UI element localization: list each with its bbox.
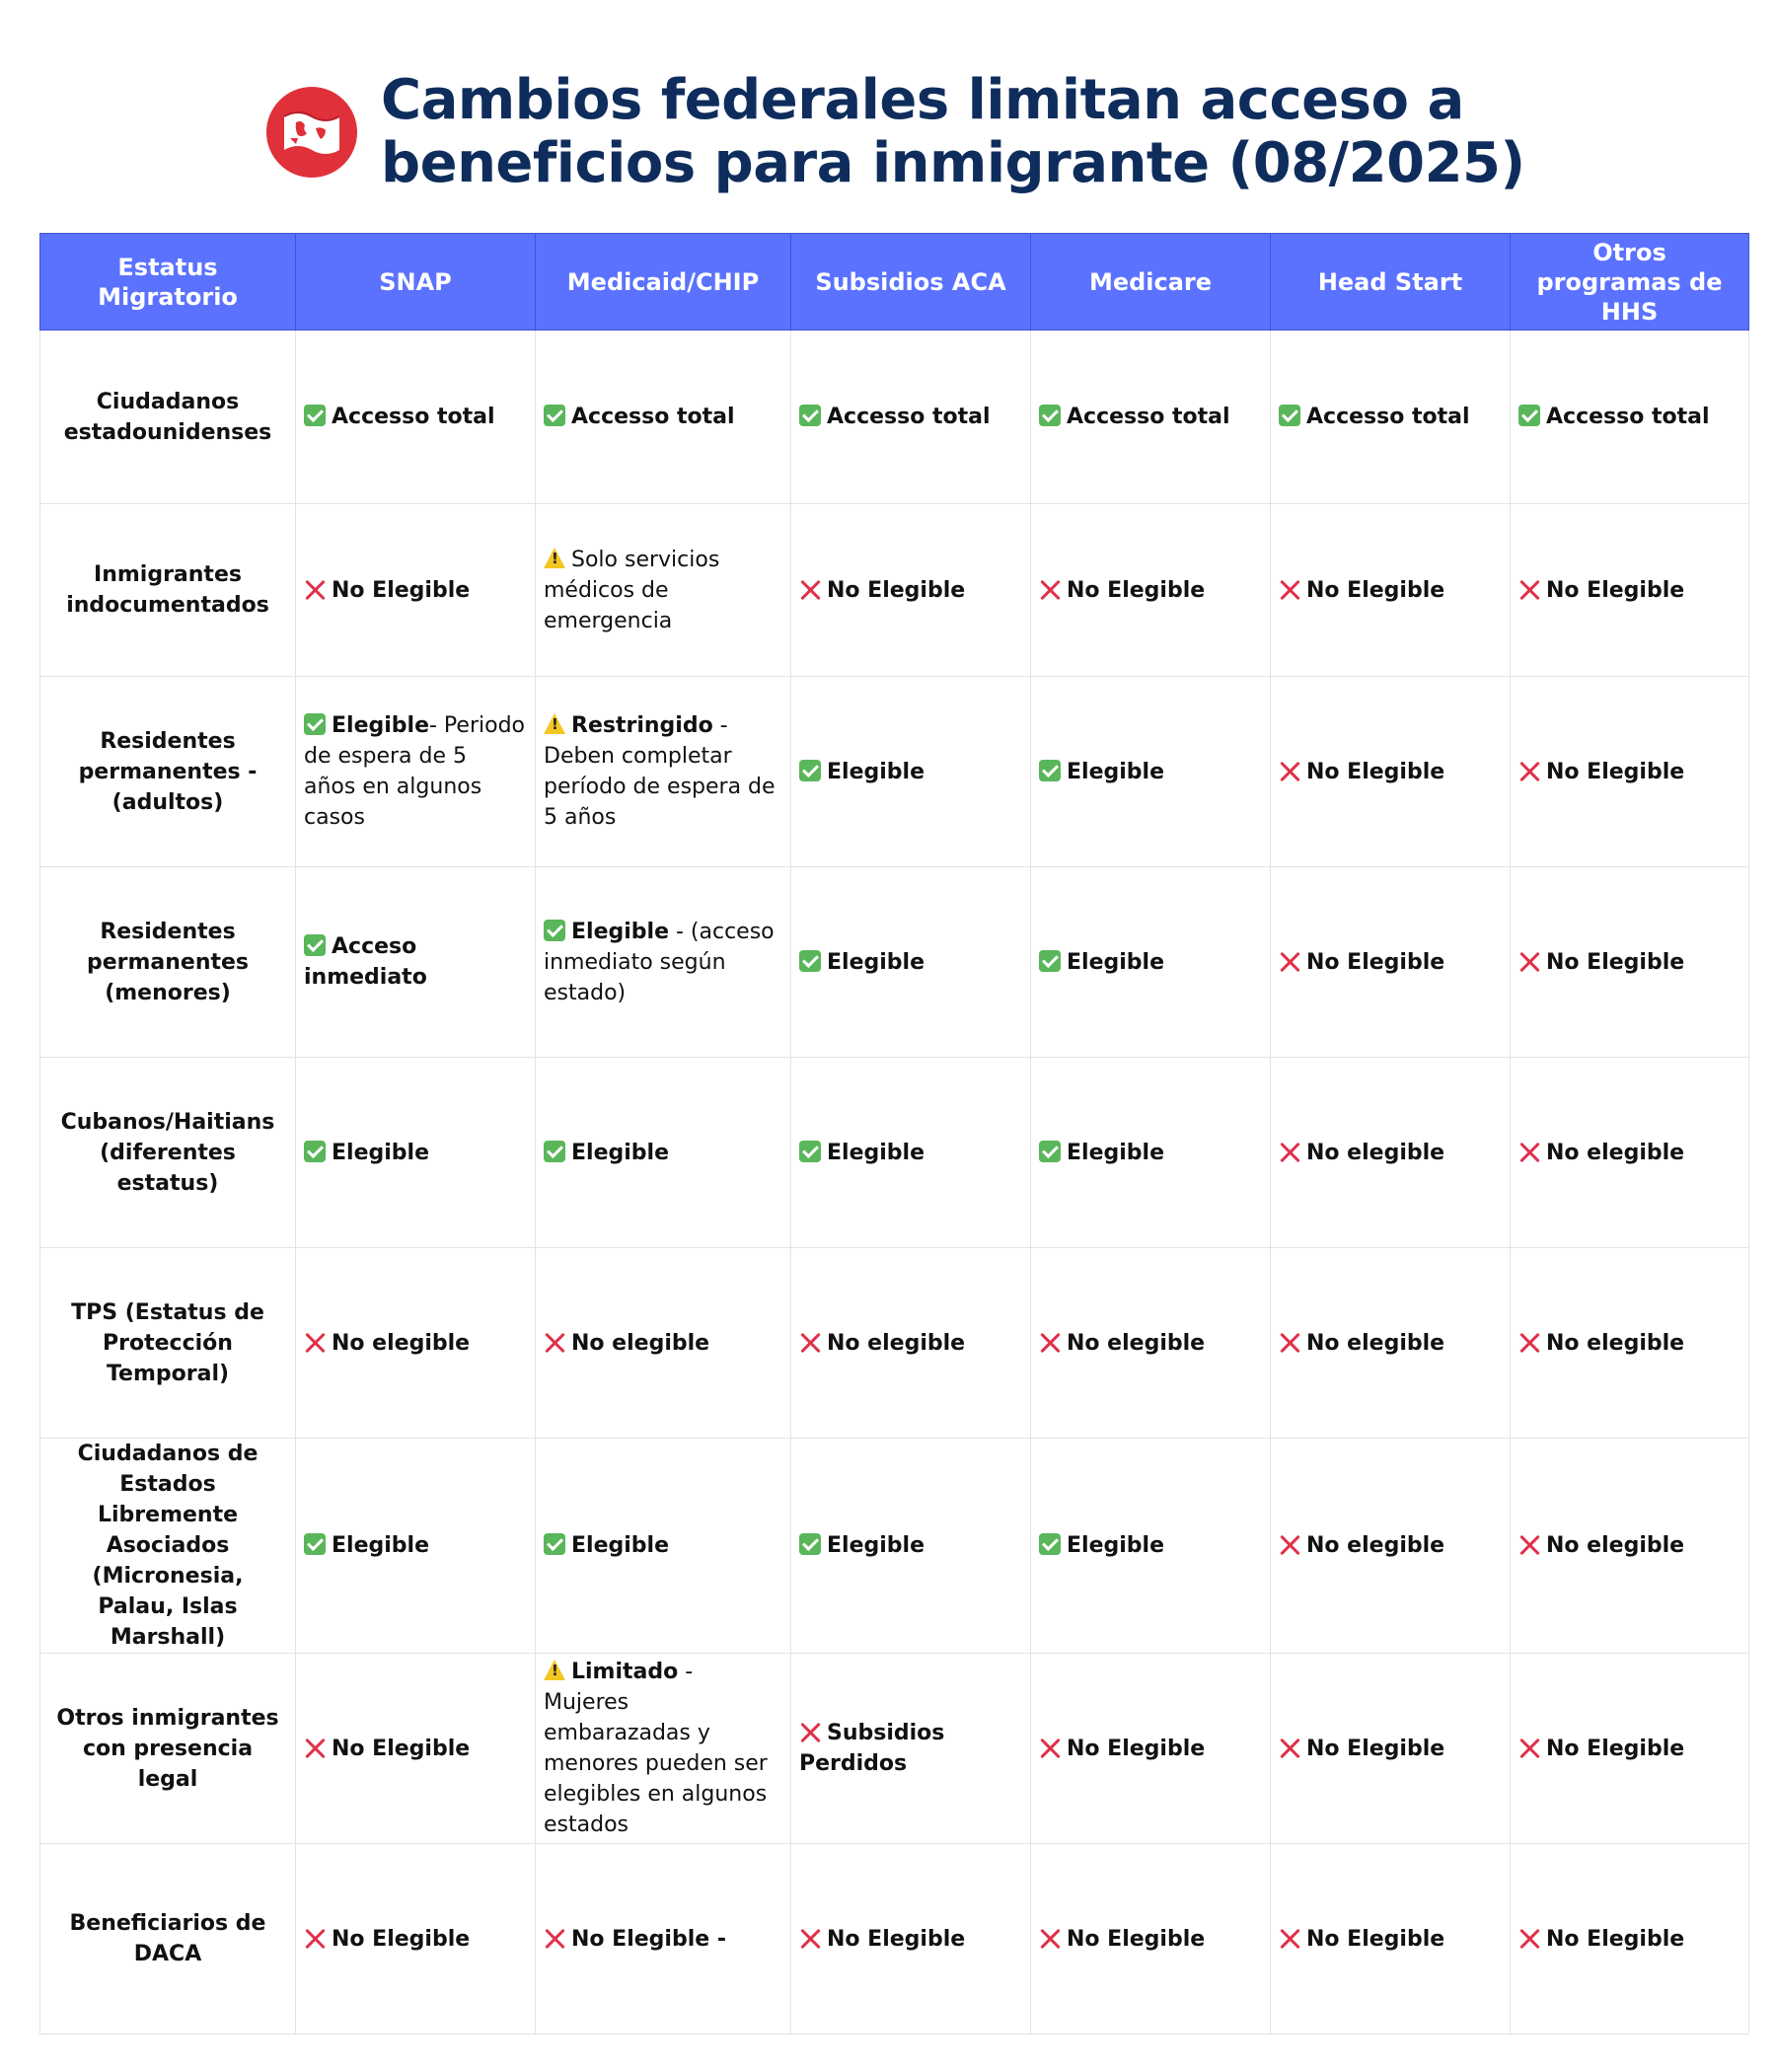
benefit-cell bbox=[1031, 1439, 1271, 1654]
benefit-cell bbox=[791, 1844, 1031, 2035]
benefit-detail: Solo servicios médicos de emergencia bbox=[544, 547, 720, 633]
benefit-cell bbox=[1271, 1844, 1511, 2035]
check-icon bbox=[544, 1141, 565, 1162]
status-cell: Cubanos/Haitians (diferentes estatus) bbox=[40, 1058, 296, 1248]
warning-icon bbox=[544, 548, 565, 569]
benefit-label: Elegible bbox=[827, 759, 925, 784]
table-body bbox=[40, 331, 1749, 2035]
benefit-label: No Elegible bbox=[332, 1736, 471, 1761]
benefit-cell bbox=[536, 1654, 791, 1844]
benefit-label: No Elegible bbox=[1546, 759, 1685, 784]
benefit-cell bbox=[536, 331, 791, 504]
benefit-cell bbox=[296, 867, 536, 1058]
benefit-cell bbox=[791, 1058, 1031, 1248]
cross-icon bbox=[799, 1721, 821, 1742]
benefit-cell bbox=[296, 1654, 536, 1844]
benefit-label: Accesso total bbox=[827, 405, 991, 429]
cross-icon bbox=[1279, 578, 1300, 600]
page-header bbox=[0, 61, 1776, 209]
benefit-label: Elegible bbox=[1067, 1140, 1164, 1165]
check-icon bbox=[304, 713, 326, 735]
benefit-label: No elegible bbox=[1067, 1330, 1206, 1356]
benefit-cell bbox=[296, 1439, 536, 1654]
check-icon bbox=[799, 405, 821, 426]
benefit-cell bbox=[1031, 1058, 1271, 1248]
benefit-cell bbox=[536, 504, 791, 677]
benefit-cell bbox=[1511, 331, 1749, 504]
cross-icon bbox=[1518, 1141, 1540, 1162]
benefit-label: No elegible bbox=[1546, 1533, 1685, 1558]
benefit-cell bbox=[536, 677, 791, 867]
benefit-cell bbox=[791, 867, 1031, 1058]
benefit-label: Accesso total bbox=[1067, 405, 1230, 429]
cross-icon bbox=[1518, 760, 1540, 781]
cross-icon bbox=[1279, 1737, 1300, 1758]
benefit-cell bbox=[1271, 867, 1511, 1058]
status-cell: TPS (Estatus de Protección Temporal) bbox=[40, 1248, 296, 1439]
benefit-label: No elegible bbox=[1306, 1330, 1445, 1356]
check-icon bbox=[799, 760, 821, 781]
benefit-label: No Elegible bbox=[1546, 577, 1685, 603]
benefit-label: Elegible bbox=[1067, 949, 1164, 975]
cross-icon bbox=[1518, 1927, 1540, 1949]
benefit-label: No Elegible bbox=[332, 1926, 471, 1952]
table-row bbox=[40, 504, 1749, 677]
benefit-cell bbox=[1511, 677, 1749, 867]
benefit-label: Accesso total bbox=[571, 405, 735, 429]
cross-icon bbox=[1279, 1927, 1300, 1949]
benefit-cell bbox=[1511, 504, 1749, 677]
page-title: Cambios federales limitan acceso a beneficios para inmigrante (08/2025) bbox=[381, 68, 1525, 195]
check-icon bbox=[1039, 1533, 1061, 1555]
benefit-cell bbox=[1271, 504, 1511, 677]
benefit-cell bbox=[296, 1844, 536, 2035]
benefit-label: No Elegible bbox=[1067, 1736, 1206, 1761]
benefit-cell bbox=[1031, 504, 1271, 677]
benefit-detail: - Mujeres embarazadas y menores pueden ser elegibles en algunos estados bbox=[544, 1660, 768, 1837]
column-header-medicaid: Medicaid/CHIP bbox=[536, 234, 791, 331]
benefit-cell bbox=[1031, 1844, 1271, 2035]
benefit-label: Elegible bbox=[827, 949, 925, 975]
cross-icon bbox=[1279, 760, 1300, 781]
benefit-label: No Elegible bbox=[1306, 1736, 1445, 1761]
benefit-label: No elegible bbox=[1306, 1533, 1445, 1558]
benefit-label: No Elegible bbox=[332, 577, 471, 603]
benefit-label: Elegible bbox=[332, 1140, 429, 1165]
status-cell: Otros inmigrantes con presencia legal bbox=[40, 1654, 296, 1844]
benefit-label: Subsidios Perdidos bbox=[799, 1721, 945, 1776]
benefit-label: Elegible bbox=[827, 1533, 925, 1558]
benefit-label: Elegible bbox=[827, 1140, 925, 1165]
column-header-hhs: Otros programas de HHS bbox=[1511, 234, 1749, 331]
benefit-detail: - Deben completar período de espera de 5 años bbox=[544, 713, 776, 830]
benefit-label: No Elegible bbox=[1546, 949, 1685, 975]
status-cell: Inmigrantes indocumentados bbox=[40, 504, 296, 677]
cross-icon bbox=[1518, 1331, 1540, 1353]
status-cell: Beneficiarios de DACA bbox=[40, 1844, 296, 2035]
benefit-label: Elegible bbox=[571, 1140, 669, 1165]
table-row bbox=[40, 1844, 1749, 2035]
table-row bbox=[40, 1654, 1749, 1844]
benefit-cell bbox=[536, 1844, 791, 2035]
table-header-row bbox=[40, 234, 1749, 331]
benefit-label: No elegible bbox=[1306, 1140, 1445, 1165]
benefit-label: No elegible bbox=[332, 1330, 471, 1356]
cross-icon bbox=[799, 578, 821, 600]
benefit-cell bbox=[1511, 1654, 1749, 1844]
check-icon bbox=[799, 950, 821, 972]
benefit-label: Elegible bbox=[571, 919, 669, 944]
column-header-medicare: Medicare bbox=[1031, 234, 1271, 331]
status-cell: Ciudadanos de Estados Libremente Asociados (Micronesia, Palau, Islas Marshall) bbox=[40, 1439, 296, 1654]
check-icon bbox=[544, 920, 565, 941]
warning-icon bbox=[544, 713, 565, 735]
benefit-label: Elegible bbox=[332, 713, 429, 738]
warning-icon bbox=[544, 1660, 565, 1681]
cross-icon bbox=[1279, 950, 1300, 972]
cross-icon bbox=[1518, 1737, 1540, 1758]
benefit-cell bbox=[536, 1248, 791, 1439]
benefit-label: No Elegible bbox=[1306, 759, 1445, 784]
benefit-label: No Elegible bbox=[1067, 577, 1206, 603]
benefit-cell bbox=[1031, 1654, 1271, 1844]
benefit-cell bbox=[1031, 677, 1271, 867]
benefit-label: Accesso total bbox=[1546, 405, 1710, 429]
check-icon bbox=[304, 1141, 326, 1162]
benefit-label: Elegible bbox=[332, 1533, 429, 1558]
check-icon bbox=[799, 1533, 821, 1555]
cross-icon bbox=[1039, 1927, 1061, 1949]
check-icon bbox=[1279, 405, 1300, 426]
benefit-label: Elegible bbox=[1067, 1533, 1164, 1558]
benefit-cell bbox=[1031, 331, 1271, 504]
benefit-cell bbox=[1031, 1248, 1271, 1439]
benefit-cell bbox=[791, 1654, 1031, 1844]
check-icon bbox=[1039, 405, 1061, 426]
benefit-label: No elegible bbox=[827, 1330, 966, 1356]
benefit-label: No Elegible bbox=[1067, 1926, 1206, 1952]
benefit-label: No elegible bbox=[1546, 1140, 1685, 1165]
cross-icon bbox=[1039, 1737, 1061, 1758]
benefit-cell bbox=[1271, 1248, 1511, 1439]
check-icon bbox=[304, 934, 326, 956]
cross-icon bbox=[304, 1737, 326, 1758]
column-header-head-start: Head Start bbox=[1271, 234, 1511, 331]
status-cell: Residentes permanentes (menores) bbox=[40, 867, 296, 1058]
cross-icon bbox=[1279, 1331, 1300, 1353]
cross-icon bbox=[1279, 1533, 1300, 1555]
benefit-cell bbox=[1271, 1058, 1511, 1248]
benefit-cell bbox=[296, 331, 536, 504]
column-header-snap: SNAP bbox=[296, 234, 536, 331]
table-row bbox=[40, 331, 1749, 504]
flag-globe-icon bbox=[266, 87, 357, 178]
table-row bbox=[40, 1058, 1749, 1248]
benefit-cell bbox=[536, 1439, 791, 1654]
benefit-cell bbox=[791, 1439, 1031, 1654]
column-header-aca: Subsidios ACA bbox=[791, 234, 1031, 331]
benefit-label: No Elegible bbox=[1306, 949, 1445, 975]
cross-icon bbox=[799, 1331, 821, 1353]
benefit-detail: - (acceso inmediato según estado) bbox=[544, 919, 775, 1005]
cross-icon bbox=[1518, 1533, 1540, 1555]
benefits-table bbox=[39, 233, 1749, 2035]
benefit-cell bbox=[791, 677, 1031, 867]
check-icon bbox=[1518, 405, 1540, 426]
cross-icon bbox=[1039, 578, 1061, 600]
check-icon bbox=[304, 405, 326, 426]
benefit-cell bbox=[296, 677, 536, 867]
benefit-label: No elegible bbox=[571, 1330, 710, 1356]
benefit-cell bbox=[296, 504, 536, 677]
benefit-label: No elegible bbox=[1546, 1330, 1685, 1356]
benefit-label: Limitado bbox=[571, 1660, 679, 1684]
benefit-cell bbox=[536, 867, 791, 1058]
benefit-label: Acceso inmediato bbox=[304, 934, 427, 990]
benefit-cell bbox=[791, 331, 1031, 504]
benefit-label: No Elegible bbox=[1546, 1926, 1685, 1952]
benefit-label: Accesso total bbox=[1306, 405, 1470, 429]
check-icon bbox=[1039, 1141, 1061, 1162]
benefit-cell bbox=[1511, 1439, 1749, 1654]
benefit-cell bbox=[536, 1058, 791, 1248]
benefit-cell bbox=[1271, 331, 1511, 504]
check-icon bbox=[1039, 760, 1061, 781]
benefit-label: No Elegible bbox=[1546, 1736, 1685, 1761]
benefit-label: Elegible bbox=[1067, 759, 1164, 784]
benefit-cell bbox=[791, 504, 1031, 677]
benefit-label: No Elegible bbox=[1306, 1926, 1445, 1952]
benefit-cell bbox=[1271, 677, 1511, 867]
benefit-cell bbox=[791, 1248, 1031, 1439]
cross-icon bbox=[1518, 578, 1540, 600]
benefit-label: Accesso total bbox=[332, 405, 495, 429]
benefit-label: No Elegible bbox=[827, 1926, 966, 1952]
benefit-cell bbox=[1031, 867, 1271, 1058]
benefit-label: No Elegible bbox=[827, 577, 966, 603]
benefit-detail: - Periodo de espera de 5 años en algunos casos bbox=[304, 713, 525, 830]
benefit-cell bbox=[296, 1058, 536, 1248]
check-icon bbox=[799, 1141, 821, 1162]
check-icon bbox=[544, 1533, 565, 1555]
table-row bbox=[40, 867, 1749, 1058]
cross-icon bbox=[544, 1331, 565, 1353]
check-icon bbox=[1039, 950, 1061, 972]
cross-icon bbox=[1279, 1141, 1300, 1162]
column-header-status: Estatus Migratorio bbox=[40, 234, 296, 331]
benefit-cell bbox=[1271, 1439, 1511, 1654]
cross-icon bbox=[304, 578, 326, 600]
cross-icon bbox=[799, 1927, 821, 1949]
cross-icon bbox=[304, 1331, 326, 1353]
benefit-label: Elegible bbox=[571, 1533, 669, 1558]
check-icon bbox=[304, 1533, 326, 1555]
benefit-cell bbox=[1511, 1058, 1749, 1248]
table-row bbox=[40, 1248, 1749, 1439]
benefit-label: No Elegible - bbox=[571, 1926, 726, 1952]
cross-icon bbox=[1039, 1331, 1061, 1353]
table-row bbox=[40, 1439, 1749, 1654]
benefit-cell bbox=[1511, 1248, 1749, 1439]
status-cell: Ciudadanos estadounidenses bbox=[40, 331, 296, 504]
cross-icon bbox=[1518, 950, 1540, 972]
benefit-cell bbox=[1271, 1654, 1511, 1844]
benefit-cell bbox=[1511, 867, 1749, 1058]
benefit-label: Restringido bbox=[571, 713, 713, 738]
status-cell: Residentes permanentes - (adultos) bbox=[40, 677, 296, 867]
cross-icon bbox=[544, 1927, 565, 1949]
check-icon bbox=[544, 405, 565, 426]
cross-icon bbox=[304, 1927, 326, 1949]
benefit-label: No Elegible bbox=[1306, 577, 1445, 603]
table-row bbox=[40, 677, 1749, 867]
benefit-cell bbox=[1511, 1844, 1749, 2035]
benefit-cell bbox=[296, 1248, 536, 1439]
